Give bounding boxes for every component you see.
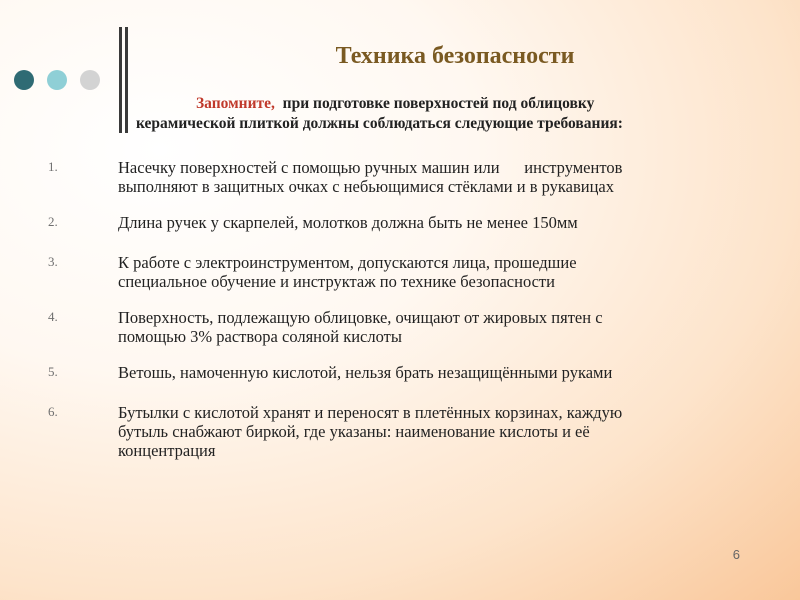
list-item <box>48 363 748 388</box>
slide-title: Техника безопасности <box>335 43 575 69</box>
intro-text <box>128 94 788 134</box>
decor-dot-dark <box>14 70 34 90</box>
item-number: 3. <box>48 254 58 269</box>
intro-line-2: керамической плиткой должны соблюдаться следующие требования: <box>136 115 623 132</box>
item-text: Поверхность, подлежащую облицовке, очищают от жировых пятен с помощью 3% раствора соляной кислоты <box>118 308 603 346</box>
item-text: Насечку поверхностей с помощью ручных машин или инструментов выполняют в защитных очках с небьющимися стёклами и в рукавицах <box>118 158 623 196</box>
list-item <box>48 308 748 348</box>
intro-emphasis: Запомните, <box>196 95 275 112</box>
item-text: К работе с электроинструментом, допускаются лица, прошедшие специальное обучение и инструктаж по технике безопасности <box>118 253 577 291</box>
item-text: Бутылки с кислотой хранят и переносят в плетённых корзинах, каждую бутыль снабжают биркой, где указаны: наименование кислоты и её концентрация <box>118 403 623 460</box>
list-item <box>48 253 748 293</box>
item-number: 2. <box>48 214 58 229</box>
list-item <box>48 158 748 198</box>
intro-line-1-rest: при подготовке поверхностей под облицовку <box>282 95 595 112</box>
item-number: 1. <box>48 159 58 174</box>
item-number: 6. <box>48 404 58 419</box>
item-number: 4. <box>48 309 58 324</box>
intro-line-1 <box>128 94 788 114</box>
requirements-list <box>48 158 748 475</box>
decor-dot-gray <box>80 70 100 90</box>
item-number: 5. <box>48 364 58 379</box>
item-text: Длина ручек у скарпелей, молотков должна быть не менее 150мм <box>118 213 578 232</box>
item-text: Ветошь, намоченную кислотой, нельзя брать незащищёнными руками <box>118 363 613 382</box>
decor-dot-light <box>47 70 67 90</box>
list-item <box>48 403 748 460</box>
decor-vertical-bar-left <box>119 27 122 133</box>
list-item <box>48 213 748 238</box>
page-number: 6 <box>732 547 740 562</box>
